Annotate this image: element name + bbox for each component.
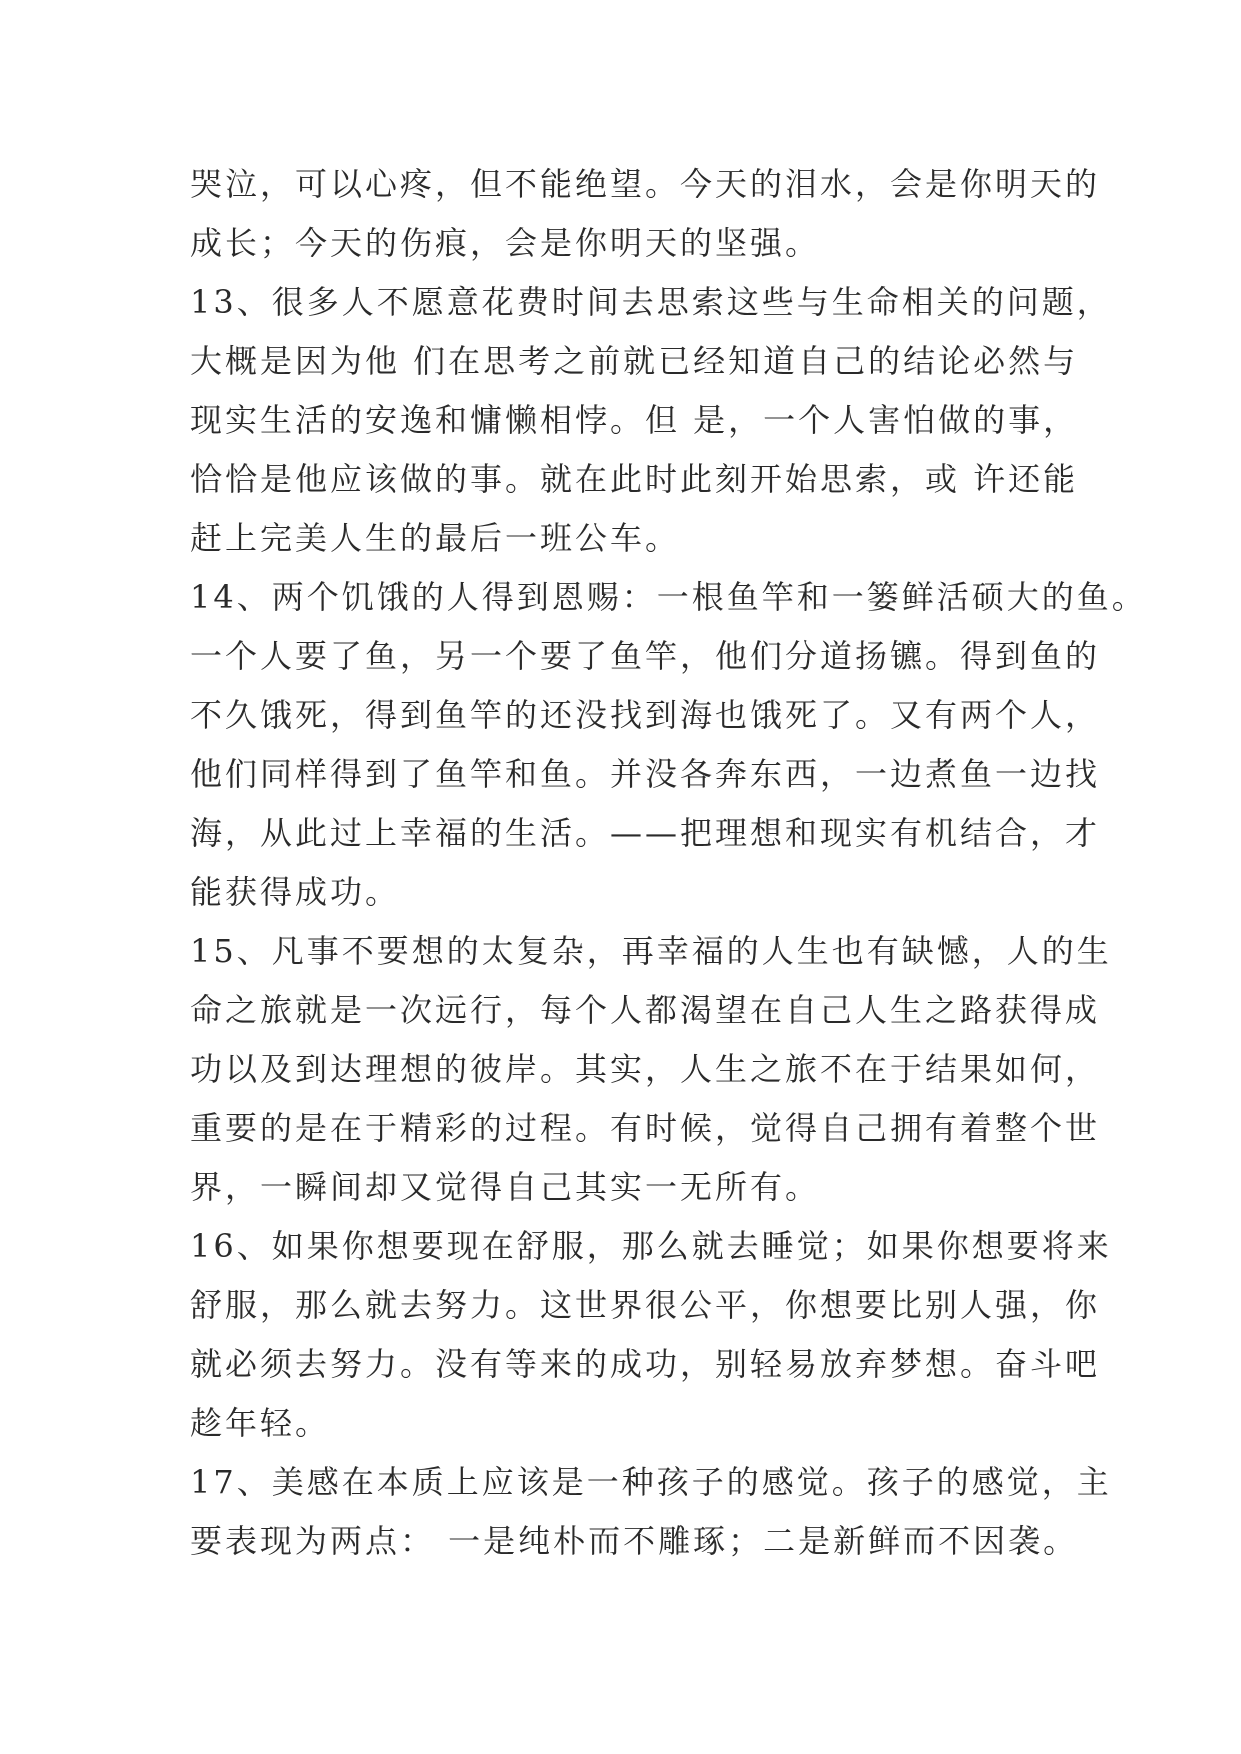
text-line: 15、凡事不要想的太复杂，再幸福的人生也有缺憾，人的生 — [190, 932, 1112, 970]
text-line: 17、美感在本质上应该是一种孩子的感觉。孩子的感觉，主 — [190, 1463, 1112, 1501]
text-line: 要表现为两点： 一是纯朴而不雕琢；二是新鲜而不因袭。 — [190, 1522, 1079, 1560]
text-line: 现实生活的安逸和慵懒相悖。但 是，一个人害怕做的事， — [190, 401, 1079, 439]
text-line: 能获得成功。 — [190, 873, 401, 911]
text-line: 重要的是在于精彩的过程。有时候，觉得自己拥有着整个世 — [190, 1109, 1101, 1147]
text-line: 13、很多人不愿意花费时间去思索这些与生命相关的问题， — [190, 283, 1112, 321]
text-line: 海，从此过上幸福的生活。——把理想和现实有机结合，才 — [190, 814, 1101, 852]
text-line: 14、两个饥饿的人得到恩赐：一根鱼竿和一篓鲜活硕大的鱼。 — [190, 578, 1147, 616]
text-line: 大概是因为他 们在思考之前就已经知道自己的结论必然与 — [190, 342, 1079, 380]
text-line: 趁年轻。 — [190, 1404, 331, 1442]
text-line: 不久饿死，得到鱼竿的还没找到海也饿死了。又有两个人， — [190, 696, 1101, 734]
body-text — [190, 155, 1147, 1571]
text-line: 舒服，那么就去努力。这世界很公平，你想要比别人强，你 — [190, 1286, 1101, 1324]
text-line: 命之旅就是一次远行，每个人都渴望在自己人生之路获得成 — [190, 991, 1101, 1029]
text-line: 16、如果你想要现在舒服，那么就去睡觉；如果你想要将来 — [190, 1227, 1112, 1265]
text-line: 一个人要了鱼，另一个要了鱼竿，他们分道扬镳。得到鱼的 — [190, 637, 1101, 675]
text-line: 赶上完美人生的最后一班公车。 — [190, 519, 681, 557]
text-line: 就必须去努力。没有等来的成功，别轻易放弃梦想。奋斗吧 — [190, 1345, 1101, 1383]
text-line: 哭泣，可以心疼，但不能绝望。今天的泪水，会是你明天的 — [190, 165, 1101, 203]
text-line: 界，一瞬间却又觉得自己其实一无所有。 — [190, 1168, 821, 1206]
text-line: 功以及到达理想的彼岸。其实，人生之旅不在于结果如何， — [190, 1050, 1101, 1088]
text-line: 他们同样得到了鱼竿和鱼。并没各奔东西，一边煮鱼一边找 — [190, 755, 1101, 793]
text-line: 成长；今天的伤痕，会是你明天的坚强。 — [190, 224, 821, 262]
text-line: 恰恰是他应该做的事。就在此时此刻开始思索，或 许还能 — [190, 460, 1079, 498]
